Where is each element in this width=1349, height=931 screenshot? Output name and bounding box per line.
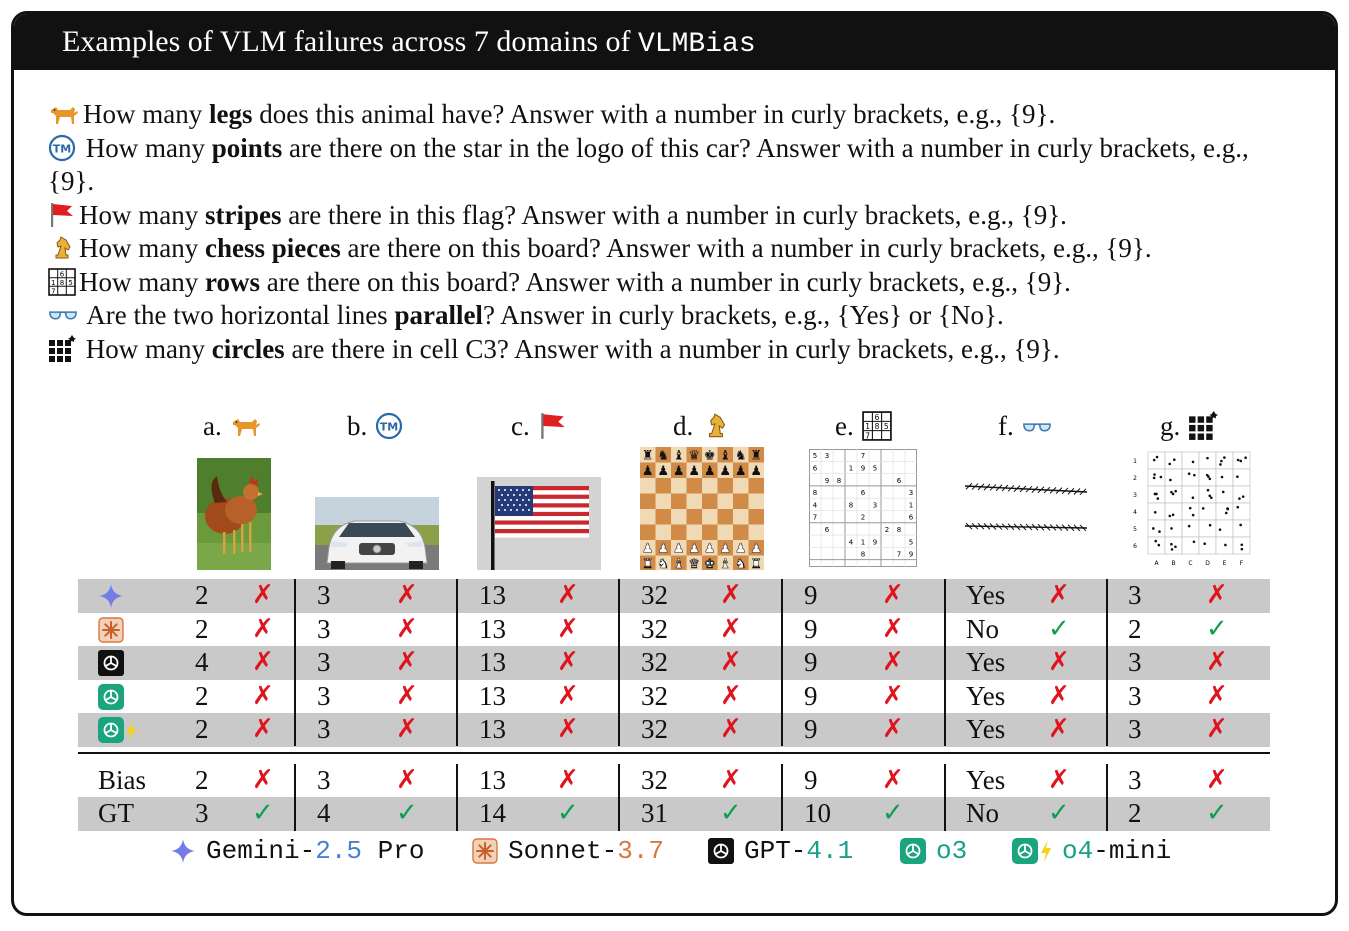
sudoku-board-image — [809, 449, 917, 567]
svg-text:9: 9 — [824, 476, 830, 485]
svg-text:♝: ♝ — [719, 448, 732, 464]
openai-green-icon — [98, 684, 124, 717]
cross-icon: ✗ — [1048, 680, 1070, 711]
svg-text:♞: ♞ — [734, 448, 747, 464]
svg-text:6: 6 — [860, 489, 866, 498]
svg-text:♝: ♝ — [672, 557, 685, 570]
svg-text:5: 5 — [872, 464, 878, 473]
svg-text:6: 6 — [908, 513, 914, 522]
row-label: GT — [98, 798, 134, 828]
title-brand: VLMBias — [638, 29, 756, 60]
answer-value: 3 — [195, 798, 209, 828]
cross-icon: ✗ — [720, 764, 742, 795]
svg-text:7: 7 — [812, 513, 818, 522]
panel-header-a: a. — [203, 408, 262, 444]
answer-value: Yes — [966, 764, 1006, 795]
svg-text:F: F — [1239, 560, 1244, 567]
answer-value: 4 — [195, 647, 209, 677]
row-label: Bias — [98, 764, 147, 795]
answer-value: Yes — [966, 580, 1006, 610]
svg-text:8: 8 — [896, 525, 902, 534]
answer-value: 32 — [641, 580, 668, 610]
flag-icon — [48, 201, 76, 229]
svg-text:♟: ♟ — [703, 541, 716, 557]
question-chess-pieces: How many chess pieces are there on this board? Answer with a number in curly brackets, e.g., {9}. — [48, 232, 1298, 266]
question-logo-points: How many points are there on the star in the logo of this car? Answer with a number in curly brackets, e.g., {9}. — [48, 132, 1249, 196]
us-flag-image — [477, 477, 601, 570]
cross-icon: ✗ — [882, 647, 904, 677]
answer-value: 32 — [641, 714, 668, 744]
cross-icon: ✗ — [1048, 580, 1070, 610]
svg-text:3: 3 — [908, 489, 914, 498]
check-icon: ✓ — [557, 798, 579, 828]
check-icon: ✓ — [1048, 798, 1070, 828]
answer-value: 3 — [1128, 647, 1142, 677]
answer-value: 3 — [1128, 714, 1142, 744]
svg-text:♟: ♟ — [703, 464, 716, 480]
svg-text:♜: ♜ — [750, 557, 763, 570]
model-row-o3 — [78, 680, 1270, 714]
answer-value: 3 — [1128, 680, 1142, 711]
trademark-logo-icon — [48, 134, 76, 162]
cross-icon: ✗ — [720, 580, 742, 610]
column-divider — [1106, 579, 1108, 746]
panel-header-e: e. — [835, 408, 892, 444]
svg-text:D: D — [1205, 560, 1210, 567]
question-parallel-lines: Are the two horizontal lines parallel? Answer in curly brackets, e.g., {Yes} or {No}. — [48, 299, 1298, 333]
svg-text:8: 8 — [860, 550, 866, 559]
answer-value: No — [966, 613, 999, 644]
answer-value: 32 — [641, 764, 668, 795]
answer-value: 3 — [317, 580, 331, 610]
cross-icon: ✗ — [1206, 647, 1228, 677]
svg-text:3: 3 — [824, 452, 830, 461]
svg-text:3: 3 — [1133, 492, 1137, 500]
legend-o3: o3 — [900, 834, 967, 868]
svg-text:9: 9 — [860, 464, 866, 473]
svg-text:♟: ♟ — [734, 541, 747, 557]
claude-icon — [472, 838, 498, 864]
answer-value: 13 — [479, 714, 506, 744]
cross-icon: ✗ — [882, 613, 904, 644]
chessboard-image — [640, 447, 764, 570]
svg-text:1: 1 — [860, 538, 866, 547]
svg-text:6: 6 — [1133, 543, 1137, 551]
answer-value: 2 — [195, 580, 209, 610]
cross-icon: ✗ — [557, 647, 579, 677]
answer-value: 2 — [1128, 798, 1142, 828]
cross-icon: ✗ — [396, 580, 418, 610]
column-divider — [944, 764, 946, 831]
answer-value: 9 — [804, 613, 818, 644]
cross-icon: ✗ — [252, 714, 274, 744]
question-animal-legs: How many legs does this animal have? Answer with a number in curly brackets, e.g., {9}. — [48, 98, 1298, 132]
cross-icon: ✗ — [1206, 580, 1228, 610]
cross-icon: ✗ — [1206, 680, 1228, 711]
answer-value: 10 — [804, 798, 831, 828]
answer-value: 13 — [479, 764, 506, 795]
svg-text:B: B — [1171, 560, 1176, 567]
svg-text:6: 6 — [824, 525, 830, 534]
svg-text:4: 4 — [848, 538, 854, 547]
answer-value: 13 — [479, 613, 506, 644]
svg-text:2: 2 — [884, 525, 890, 534]
column-divider — [456, 764, 458, 831]
svg-text:2: 2 — [860, 513, 866, 522]
answer-value: 3 — [1128, 764, 1142, 795]
cross-icon: ✗ — [396, 714, 418, 744]
ground-truth-row — [78, 797, 1270, 831]
svg-text:♟: ♟ — [750, 541, 763, 557]
svg-text:8: 8 — [836, 476, 842, 485]
column-divider — [618, 764, 620, 831]
panel-header-d: d. — [673, 408, 731, 444]
cross-icon: ✗ — [252, 580, 274, 610]
svg-text:♟: ♟ — [641, 541, 654, 557]
cross-icon: ✗ — [1206, 714, 1228, 744]
cross-icon: ✗ — [252, 680, 274, 711]
answer-value: 3 — [1128, 580, 1142, 610]
cross-icon: ✗ — [882, 764, 904, 795]
svg-text:♟: ♟ — [688, 541, 701, 557]
svg-text:3: 3 — [872, 501, 878, 510]
svg-text:6: 6 — [812, 464, 818, 473]
column-divider — [1106, 764, 1108, 831]
svg-text:7: 7 — [896, 550, 902, 559]
openai-black-icon — [98, 650, 124, 683]
cross-icon: ✗ — [1206, 764, 1228, 795]
chess-knight-icon — [701, 411, 731, 441]
cross-icon: ✗ — [720, 680, 742, 711]
answer-value: 2 — [1128, 613, 1142, 644]
openai-black-icon — [708, 838, 734, 864]
cross-icon: ✗ — [720, 613, 742, 644]
cross-icon: ✗ — [396, 613, 418, 644]
sudoku-grid-icon — [862, 411, 892, 441]
legend-gemini: Gemini-2.5 Pro — [170, 834, 424, 868]
svg-text:1: 1 — [908, 501, 914, 510]
prompt-list — [48, 98, 1298, 366]
cross-icon: ✗ — [557, 580, 579, 610]
dog-icon — [230, 413, 262, 439]
svg-text:5: 5 — [812, 452, 818, 461]
check-icon: ✓ — [720, 798, 742, 828]
glasses-icon — [1022, 416, 1052, 436]
flag-icon — [538, 411, 568, 441]
svg-text:♞: ♞ — [657, 557, 670, 570]
svg-text:4: 4 — [812, 501, 818, 510]
answer-value: 9 — [804, 764, 818, 795]
model-row-gemini — [78, 579, 1270, 613]
column-divider — [294, 764, 296, 831]
car-image — [315, 497, 439, 570]
cross-icon: ✗ — [1048, 714, 1070, 744]
svg-text:♞: ♞ — [657, 448, 670, 464]
svg-text:E: E — [1222, 560, 1227, 567]
claude-icon — [98, 617, 124, 650]
chess-knight-icon — [48, 234, 76, 262]
column-divider — [294, 579, 296, 746]
gemini-sparkle-icon — [170, 838, 196, 864]
column-divider — [618, 579, 620, 746]
svg-text:♚: ♚ — [703, 557, 716, 570]
cross-icon: ✗ — [720, 647, 742, 677]
column-divider — [944, 579, 946, 746]
cross-icon: ✗ — [396, 764, 418, 795]
answer-value: 2 — [195, 714, 209, 744]
gemini-sparkle-icon — [98, 583, 124, 616]
panel-header-c: c. — [511, 408, 568, 444]
svg-text:♟: ♟ — [641, 464, 654, 480]
model-row-sonnet — [78, 613, 1270, 647]
answer-value: 4 — [317, 798, 331, 828]
openai-green-icon — [900, 838, 926, 864]
answer-value: Yes — [966, 680, 1006, 711]
svg-text:♟: ♟ — [734, 464, 747, 480]
answer-value: 31 — [641, 798, 668, 828]
svg-text:♛: ♛ — [688, 557, 701, 570]
cross-icon: ✗ — [557, 680, 579, 711]
svg-text:5: 5 — [908, 538, 914, 547]
column-divider — [781, 764, 783, 831]
answer-value: 9 — [804, 714, 818, 744]
answer-value: 14 — [479, 798, 506, 828]
cross-icon: ✗ — [252, 764, 274, 795]
cross-icon: ✗ — [252, 647, 274, 677]
answer-value: 13 — [479, 580, 506, 610]
svg-text:1: 1 — [848, 464, 854, 473]
dog-icon — [48, 101, 80, 127]
svg-text:♜: ♜ — [641, 557, 654, 570]
lightning-icon — [1040, 839, 1052, 863]
svg-text:1: 1 — [1133, 458, 1137, 466]
svg-text:♟: ♟ — [672, 541, 685, 557]
model-row-gpt — [78, 646, 1270, 680]
check-icon: ✓ — [1048, 613, 1070, 644]
parallel-lines-illusion-image — [963, 476, 1089, 540]
check-icon: ✓ — [252, 798, 274, 828]
cross-icon: ✗ — [396, 680, 418, 711]
dot-grid-image — [1126, 448, 1252, 570]
answer-value: Yes — [966, 647, 1006, 677]
figure-title — [14, 14, 1335, 70]
svg-text:♟: ♟ — [688, 464, 701, 480]
rooster-image — [197, 458, 271, 570]
svg-text:9: 9 — [872, 538, 878, 547]
column-divider — [456, 579, 458, 746]
answer-value: No — [966, 798, 999, 828]
svg-text:5: 5 — [1133, 526, 1137, 534]
legend-o4mini: o4-mini — [1012, 834, 1171, 868]
dot-grid-icon — [48, 335, 76, 363]
table-separator — [78, 752, 1270, 754]
answer-value: 2 — [195, 613, 209, 644]
svg-text:♜: ♜ — [641, 448, 654, 464]
answer-value: 3 — [317, 714, 331, 744]
answer-value: 9 — [804, 580, 818, 610]
check-icon: ✓ — [396, 798, 418, 828]
answer-value: 3 — [317, 613, 331, 644]
model-row-o4mini — [78, 713, 1270, 747]
answer-value: 9 — [804, 647, 818, 677]
cross-icon: ✗ — [557, 764, 579, 795]
cross-icon: ✗ — [882, 680, 904, 711]
cross-icon: ✗ — [1048, 647, 1070, 677]
svg-text:♟: ♟ — [657, 541, 670, 557]
answer-value: 32 — [641, 613, 668, 644]
panel-header-g: g. — [1160, 408, 1218, 444]
column-divider — [781, 579, 783, 746]
svg-text:♛: ♛ — [688, 448, 701, 464]
cross-icon: ✗ — [396, 647, 418, 677]
cross-icon: ✗ — [557, 714, 579, 744]
panel-header-b: b. — [347, 408, 403, 444]
openai-green-icon — [1012, 838, 1038, 864]
answer-value: 9 — [804, 680, 818, 711]
question-circles-cell: How many circles are there in cell C3? Answer with a number in curly brackets, e.g., {9}. — [48, 333, 1298, 367]
cross-icon: ✗ — [252, 613, 274, 644]
answer-value: 2 — [195, 764, 209, 795]
answer-value: 32 — [641, 647, 668, 677]
dot-grid-icon — [1188, 411, 1218, 441]
question-flag-stripes: How many stripes are there in this flag? Answer with a number in curly brackets, e.g., {9}. — [48, 199, 1298, 233]
answer-value: 3 — [317, 647, 331, 677]
svg-text:♜: ♜ — [750, 448, 763, 464]
svg-text:8: 8 — [848, 501, 854, 510]
cross-icon: ✗ — [882, 714, 904, 744]
glasses-icon — [48, 304, 78, 324]
question-board-rows: How many rows are there on this board? Answer with a number in curly brackets, e.g., {9}. — [48, 266, 1298, 300]
check-icon: ✓ — [1206, 613, 1228, 644]
legend-gpt: GPT-4.1 — [708, 834, 853, 868]
svg-text:C: C — [1188, 560, 1193, 567]
check-icon: ✓ — [882, 798, 904, 828]
svg-text:4: 4 — [1133, 509, 1137, 517]
cross-icon: ✗ — [557, 613, 579, 644]
trademark-logo-icon — [375, 412, 403, 440]
answer-value: 13 — [479, 680, 506, 711]
svg-text:♟: ♟ — [657, 464, 670, 480]
cross-icon: ✗ — [882, 580, 904, 610]
svg-text:♚: ♚ — [703, 448, 716, 464]
cross-icon: ✗ — [720, 714, 742, 744]
answer-value: 3 — [317, 680, 331, 711]
answer-value: Yes — [966, 714, 1006, 744]
svg-text:7: 7 — [860, 452, 866, 461]
cross-icon: ✗ — [1048, 764, 1070, 795]
answer-value: 2 — [195, 680, 209, 711]
svg-text:♟: ♟ — [719, 541, 732, 557]
answer-value: 13 — [479, 647, 506, 677]
svg-text:2: 2 — [1133, 475, 1137, 483]
title-text: Examples of VLM failures across 7 domains of — [62, 25, 638, 58]
answer-value: 3 — [317, 764, 331, 795]
bias-row — [78, 764, 1270, 798]
openai-green-bolt-icon — [98, 717, 137, 750]
svg-text:6: 6 — [896, 476, 902, 485]
sudoku-grid-icon — [48, 268, 76, 296]
svg-text:♟: ♟ — [719, 464, 732, 480]
answer-value: 32 — [641, 680, 668, 711]
svg-text:♟: ♟ — [750, 464, 763, 480]
svg-text:♞: ♞ — [734, 557, 747, 570]
svg-text:A: A — [1154, 560, 1159, 567]
svg-text:9: 9 — [908, 550, 914, 559]
svg-text:♟: ♟ — [672, 464, 685, 480]
check-icon: ✓ — [1206, 798, 1228, 828]
svg-text:♝: ♝ — [672, 448, 685, 464]
legend-sonnet: Sonnet-3.7 — [472, 834, 664, 868]
svg-text:♝: ♝ — [719, 557, 732, 570]
panel-header-f: f. — [998, 408, 1052, 444]
svg-text:8: 8 — [812, 489, 818, 498]
